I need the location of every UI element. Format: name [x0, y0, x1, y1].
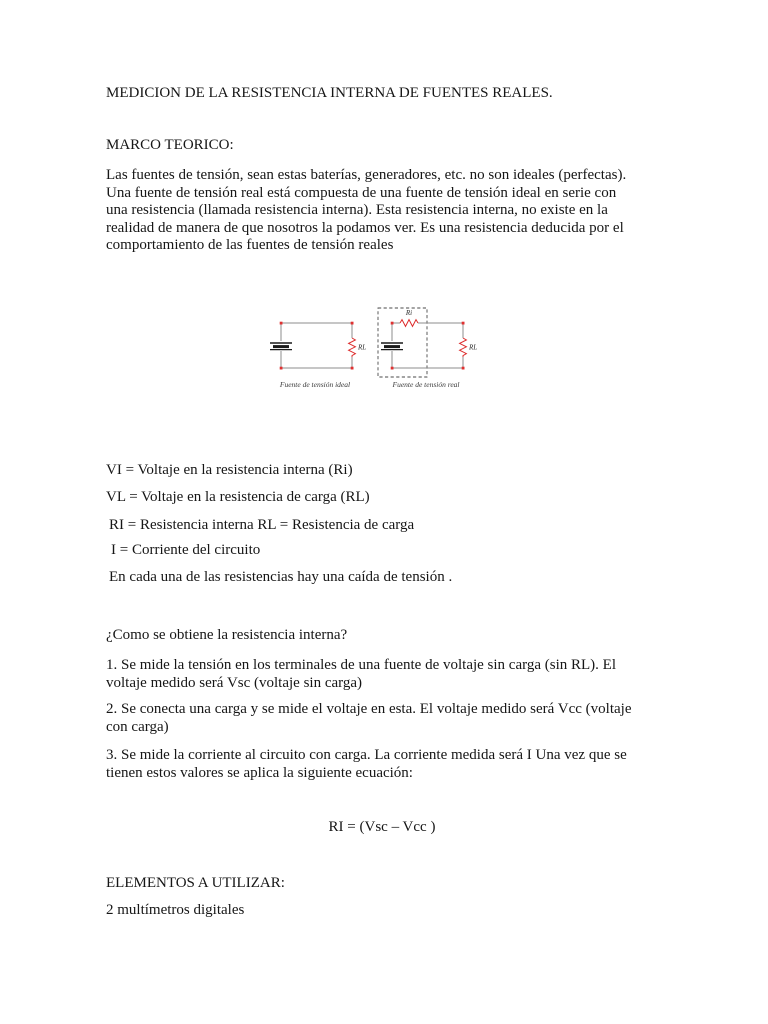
resistor-ri-label: Ri	[405, 309, 413, 317]
theory-line: una resistencia (llamada resistencia interna). Esta resistencia interna, no existe en la	[106, 202, 608, 219]
definition-ri-rl: RI = Resistencia interna RL = Resistencia de carga	[109, 517, 415, 533]
circuit-wires	[281, 323, 352, 368]
node-dots	[280, 322, 354, 370]
step-line: 1. Se mide la tensión en los terminales de una fuente de voltaje sin carga (sin RL). El	[106, 657, 616, 673]
page-title: MEDICION DE LA RESISTENCIA INTERNA DE FUENTES REALES.	[106, 85, 553, 101]
theory-paragraph	[106, 167, 658, 255]
step-line: tienen estos valores se aplica la siguiente ecuación:	[106, 764, 413, 781]
resistor-rl-label: RL	[469, 343, 478, 352]
circuit-diagram	[258, 297, 498, 392]
step-line: con carga)	[106, 718, 169, 735]
resistor-rl-label: RL	[358, 343, 367, 352]
resistor-ri-icon	[400, 320, 418, 327]
battery-icon	[270, 343, 292, 350]
step-line: 2. Se conecta una carga y se mide el voltaje en esta. El voltaje medido será Vcc (voltaje	[106, 701, 632, 717]
question-line: ¿Como se obtiene la resistencia interna?	[106, 627, 348, 643]
definition-vi: VI = Voltaje en la resistencia interna (Ri)	[106, 462, 353, 478]
equation-line: RI = (Vsc – Vcc )	[328, 819, 436, 835]
circuit-wires	[392, 323, 463, 368]
theory-line: comportamiento de las fuentes de tensión reales	[106, 237, 394, 254]
battery-icon	[381, 343, 403, 350]
node-dots	[391, 322, 465, 370]
theory-line: Las fuentes de tensión, sean estas baterías, generadores, etc. no son ideales (perfectas).	[106, 167, 627, 183]
ideal-circuit-caption: Fuente de tensión ideal	[279, 380, 351, 389]
definition-caida: En cada una de las resistencias hay una caída de tensión .	[109, 569, 453, 585]
real-source-circuit	[378, 308, 477, 389]
step-line: voltaje medido será Vsc (voltaje sin carga)	[106, 674, 363, 691]
step-3-paragraph	[106, 747, 658, 782]
definition-i: I = Corriente del circuito	[111, 542, 261, 558]
step-1-paragraph	[106, 657, 658, 692]
step-line: 3. Se mide la corriente al circuito con carga. La corriente medida será I Una vez que se	[106, 747, 627, 763]
resistor-rl-icon	[349, 338, 356, 357]
definition-vl: VL = Voltaje en la resistencia de carga (RL)	[106, 489, 370, 505]
theory-line: Una fuente de tensión real está compuesta de una fuente de tensión ideal en serie con	[106, 184, 617, 201]
elementos-heading: ELEMENTOS A UTILIZAR:	[106, 875, 285, 891]
step-2-paragraph	[106, 701, 658, 736]
resistor-rl-icon	[460, 338, 467, 357]
real-circuit-caption: Fuente de tensión real	[392, 380, 460, 389]
theory-line: realidad de manera de que nosotros la podamos ver. Es una resistencia deducida por el	[106, 219, 624, 236]
ideal-source-circuit	[270, 322, 366, 389]
marco-teorico-heading: MARCO TEORICO:	[106, 137, 234, 153]
elementos-item: 2 multímetros digitales	[106, 902, 245, 918]
